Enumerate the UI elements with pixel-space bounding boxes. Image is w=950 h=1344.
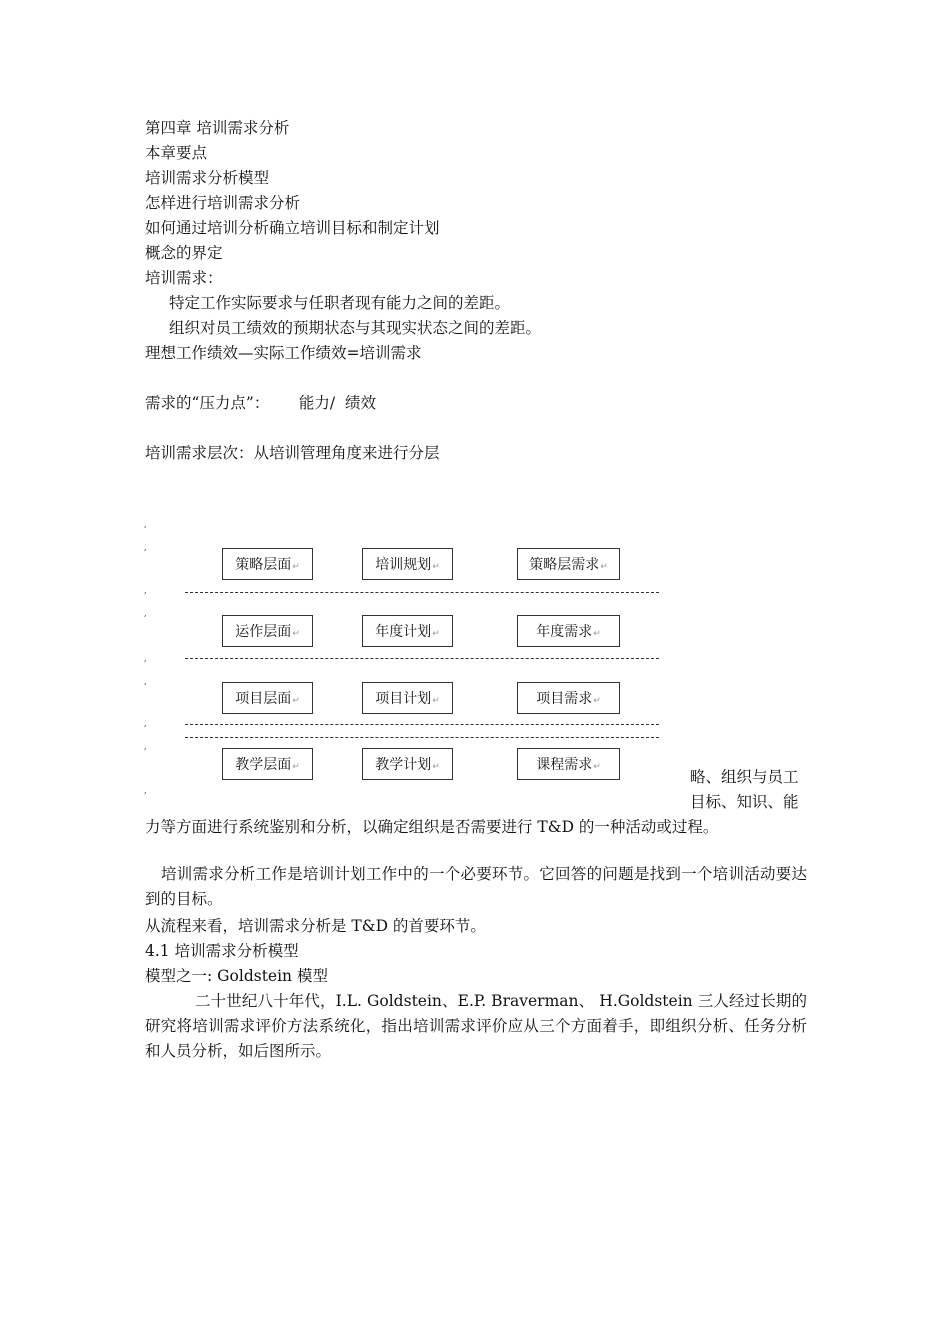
pressure-points-line: 需求的“压力点”： 能力/ 绩效 bbox=[145, 394, 376, 412]
level-box-project: 项目层面↵ bbox=[222, 682, 313, 714]
divider-line bbox=[185, 737, 659, 738]
chapter-title: 第四章 培训需求分析 bbox=[145, 119, 290, 137]
flow-view-line: 从流程来看，培训需求分析是 T&D 的首要环节。 bbox=[145, 917, 486, 935]
section-title: 4.1 培训需求分析模型 bbox=[145, 942, 299, 960]
necessary-step-paragraph: 培训需求分析工作是培训计划工作中的一个必要环节。它回答的问题是找到一个培训活动要达到的目标。 bbox=[145, 865, 807, 908]
formula-line: 理想工作绩效—实际工作绩效=培训需求 bbox=[145, 344, 422, 362]
level-box-strategy: 策略层面↵ bbox=[222, 548, 313, 580]
model-one-heading: 模型之一: Goldstein 模型 bbox=[145, 967, 328, 985]
plan-box-strategy: 培训规划↵ bbox=[362, 548, 453, 580]
need-box-project: 项目需求↵ bbox=[517, 682, 620, 714]
plan-box-project: 项目计划↵ bbox=[362, 682, 453, 714]
levels-heading: 培训需求层次：从培训管理角度来进行分层 bbox=[145, 444, 440, 462]
need-box-operation: 年度需求↵ bbox=[517, 615, 620, 647]
key-point-item: 培训需求分析模型 bbox=[145, 169, 270, 187]
key-point-item: 如何通过培训分析确立培训目标和制定计划 bbox=[145, 219, 440, 237]
divider-line bbox=[185, 592, 659, 593]
plan-box-operation: 年度计划↵ bbox=[362, 615, 453, 647]
need-box-course: 课程需求↵ bbox=[517, 748, 620, 780]
need-box-strategy: 策略层需求↵ bbox=[517, 548, 620, 580]
level-box-operation: 运作层面↵ bbox=[222, 615, 313, 647]
covered-line-tail: 目标、知识、能 bbox=[690, 793, 799, 811]
key-point-item: 怎样进行培训需求分析 bbox=[145, 194, 301, 212]
concept-heading: 概念的界定 bbox=[145, 244, 223, 262]
divider-line bbox=[185, 724, 659, 725]
goldstein-paragraph: 二十世纪八十年代，I.L. Goldstein、E.P. Braverman、 H.Goldstein 三人经过长期的研究将培训需求评价方法系统化，指出培训需求评价应从三个方面着手，即组织分析、任务分析和人员分析，如后图所示。 bbox=[145, 992, 807, 1060]
definition-item: 特定工作实际要求与任职者现有能力之间的差距。 bbox=[169, 294, 511, 312]
level-box-teaching: 教学层面↵ bbox=[222, 748, 313, 780]
training-need-label: 培训需求： bbox=[145, 269, 223, 287]
definition-item: 组织对员工绩效的预期状态与其现实状态之间的差距。 bbox=[169, 319, 542, 337]
continued-line: 力等方面进行系统鉴别和分析，以确定组织是否需要进行 T&D 的一种活动或过程。 bbox=[145, 818, 719, 836]
divider-line bbox=[185, 658, 659, 659]
key-points-heading: 本章要点 bbox=[145, 144, 208, 162]
plan-box-teaching: 教学计划↵ bbox=[362, 748, 453, 780]
covered-line-tail: 略、组织与员工 bbox=[690, 768, 799, 786]
